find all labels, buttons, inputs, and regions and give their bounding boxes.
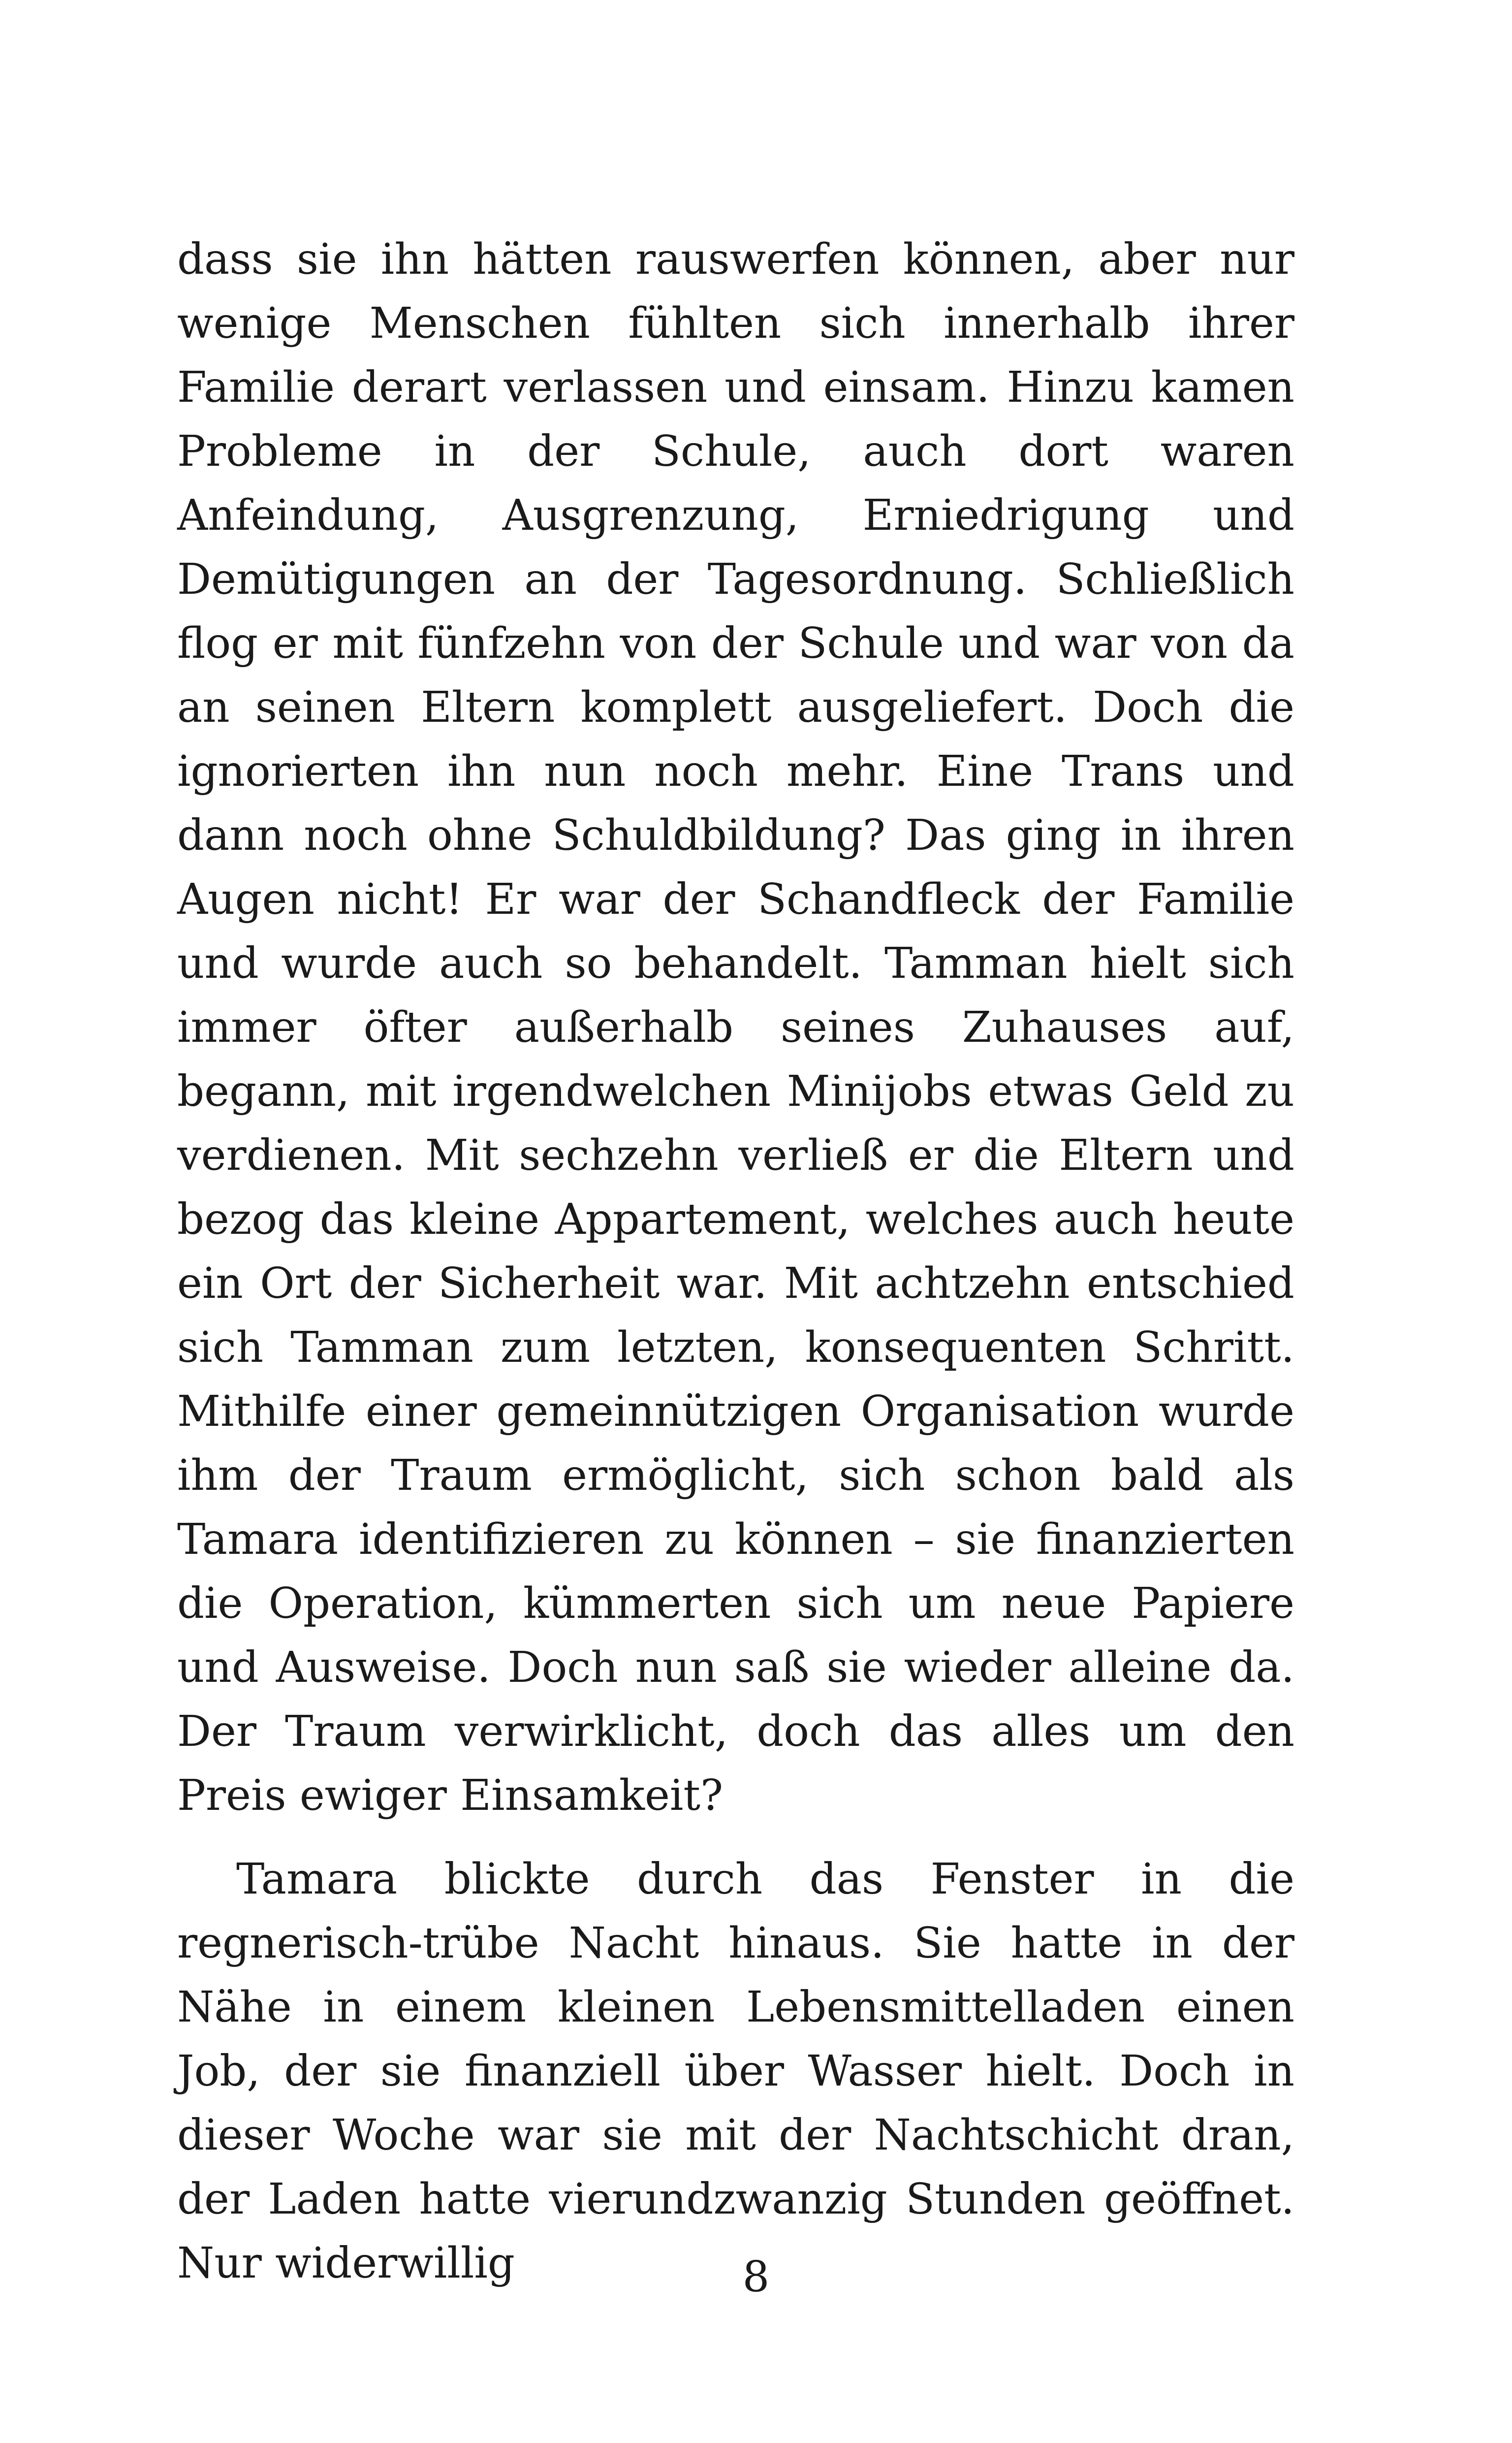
body-text: [177, 227, 1294, 2295]
paragraph-continuation: dass sie ihn hätten rauswerfen können, aber nur wenige Menschen fühlten sich innerhalb ihrer Familie derart verlassen und einsam. Hinzu kamen Probleme in der Schule, auch dort waren Anfeindung, Ausgrenzung, Erniedrigung und Demütigungen an der Tagesordnung. Schließlich flog er mit fünfzehn von der Schule und war von da an seinen Eltern komplett ausgeliefert. Doch die ignorierten ihn nun noch mehr. Eine Trans und dann noch ohne Schuldbildung? Das ging in ihren Augen nicht! Er war der Schandfleck der Familie und wurde auch so behandelt. Tamman hielt sich immer öfter außerhalb seines Zuhauses auf, begann, mit irgendwelchen Minijobs etwas Geld zu verdienen. Mit sechzehn verließ er die Eltern und bezog das kleine Appartement, welches auch heute ein Ort der Sicherheit war. Mit achtzehn entschied sich Tamman zum letzten, konsequenten Schritt. Mithilfe einer gemeinnützigen Organisation wurde ihm der Traum ermöglicht, sich schon bald als Tamara identifizieren zu können – sie finanzierten die Operation, kümmerten sich um neue Papiere und Ausweise. Doch nun saß sie wieder alleine da. Der Traum verwirklicht, doch das alles um den Preis ewiger Einsamkeit?: [177, 235, 1294, 1820]
paragraph-tamara-window: Tamara blickte durch das Fenster in die regnerisch-trübe Nacht hinaus. Sie hatte in der Nähe in einem kleinen Lebensmittelladen einen Job, der sie finanziell über Wasser hielt. Doch in dieser Woche war sie mit der Nachtschicht dran, der Laden hatte vierundzwanzig Stunden geöffnet. Nur widerwillig: [177, 1855, 1294, 2288]
page-number: 8: [742, 2252, 770, 2302]
